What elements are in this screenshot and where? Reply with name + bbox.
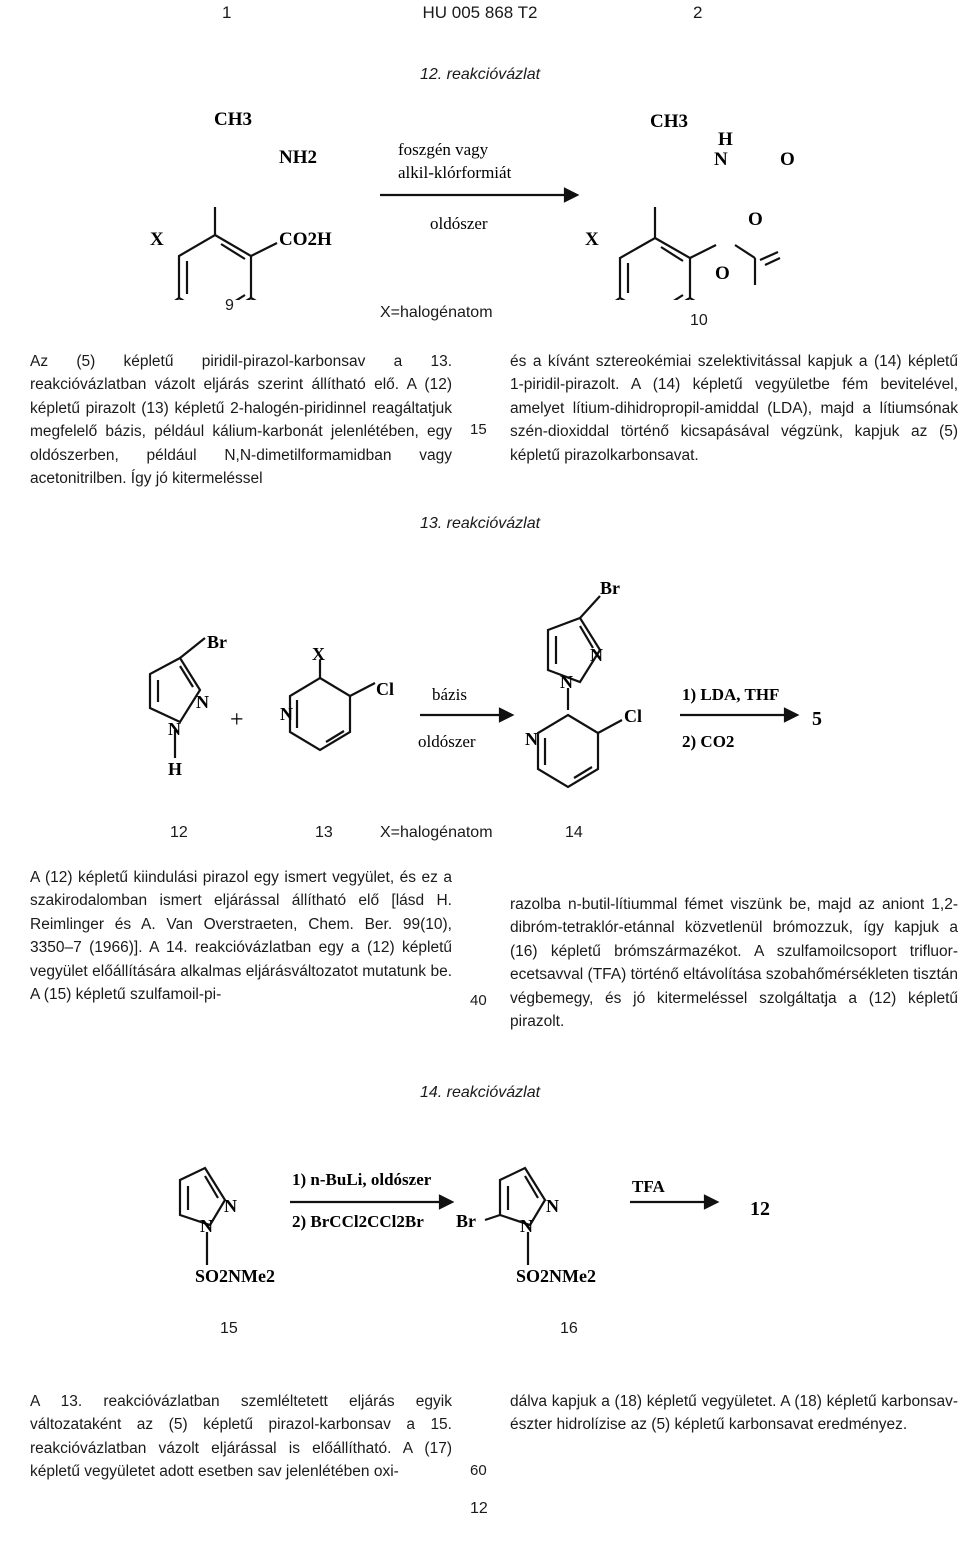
cmpd10-o-carbonyl: O xyxy=(780,149,795,170)
paragraph-3-right: dálva kapjuk a (18) képletű vegyületet. A (18) képletű karbonsav-észter hidrolízise az (5) képletű karbonsavat eredményez. xyxy=(510,1393,958,1434)
reagent-base: bázis xyxy=(432,685,467,704)
scheme-12-drawing xyxy=(0,95,960,300)
cmpd16-sulfamoyl: SO2NMe2 xyxy=(516,1266,596,1286)
page-number-left: 1 xyxy=(222,3,232,22)
cmpd14-n-pyrazole-1: N xyxy=(560,672,573,692)
scheme-14-num-16: 16 xyxy=(560,1320,578,1337)
cmpd15-n2: N xyxy=(224,1196,237,1216)
page-number-right: 2 xyxy=(693,3,703,22)
cmpd10-o-lower: O xyxy=(715,263,730,284)
reagent-phosgene: foszgén vagy xyxy=(398,140,489,159)
reagent-alkyl-chloroformate: alkil-klórformiát xyxy=(398,163,512,182)
scheme-12-title: 12. reakcióvázlat xyxy=(419,66,541,83)
reagent-tfa: TFA xyxy=(632,1177,665,1196)
plus-sign: + xyxy=(230,707,244,733)
paragraph-2-right: razolba n-butil-lítiummal fémet viszünk be, majd az aniont 1,2-dibróm-tetraklór-etánnal közvetlenül brómozzuk, így kapjuk a (16) képletű brómszármazékot. A szulfamoilcsoport trifluor-ecetsavval (TFA) történő eltávolítása szobahőmérsékleten tisztán végbemegy, és jó kitermeléssel szolgáltatja a (12) képletű pirazolt. xyxy=(510,896,958,1031)
scheme-13-num-14: 14 xyxy=(565,824,583,841)
cmpd9-ch3: CH3 xyxy=(214,109,252,130)
cmpd10-o-ring: O xyxy=(748,209,763,230)
cmpd12-br: Br xyxy=(207,632,227,652)
patent-number: HU 005 868 T2 xyxy=(422,3,538,22)
reagent-nbuli: 1) n-BuLi, oldószer xyxy=(292,1170,432,1189)
cmpd16-n2: N xyxy=(546,1196,559,1216)
cmpd16-n1: N xyxy=(520,1216,533,1236)
scheme-14-num-15: 15 xyxy=(220,1320,238,1337)
scheme-14-title: 14. reakcióvázlat xyxy=(419,1084,541,1101)
reagent-solvent: oldószer xyxy=(430,214,488,233)
paragraph-1-left: Az (5) képletű piridil-pirazol-karbonsav a 13. reakcióvázlatban vázolt eljárás szerint állítható elő. A (12) képletű pirazolt (13) képletű 2-halogén-piridinnel reagáltatjuk megfelelő bázis, például kálium-karbonát jelenlétében, egy oldószerben, például N,N-dimetilformamidban vagy acetonitrilben. Így jó kitermeléssel xyxy=(30,353,452,488)
scheme-13-num-13: 13 xyxy=(315,824,333,841)
line-number-40: 40 xyxy=(470,992,487,1009)
reagent-solvent-13: oldószer xyxy=(418,732,476,751)
cmpd9-co2h: CO2H xyxy=(279,229,332,250)
cmpd13-n: N xyxy=(280,704,293,724)
cmpd9-nh2: NH2 xyxy=(279,147,317,168)
scheme-13-num-12: 12 xyxy=(170,824,188,841)
cmpd16-br: Br xyxy=(456,1211,476,1231)
line-number-60: 60 xyxy=(470,1462,487,1479)
cmpd14-n-pyridine: N xyxy=(525,729,538,749)
cmpd9-x: X xyxy=(150,229,164,250)
cmpd13-x: X xyxy=(312,644,325,664)
reagent-lda-thf: 1) LDA, THF xyxy=(682,685,780,704)
scheme-12-xhal: X=halogénatom xyxy=(380,304,493,321)
scheme-14-drawing xyxy=(0,1140,960,1300)
product-5: 5 xyxy=(812,708,822,730)
cmpd15-n1: N xyxy=(200,1216,213,1236)
paragraph-3-left: A 13. reakcióvázlatban szemléltetett eljárás egyik változataként az (5) képletű pirazol-karbonsav a 15. reakcióvázlatban vázolt eljárással is előállítható. A (17) képletű vegyületet adott esetben sav jelenlétében oxi- xyxy=(30,1393,452,1481)
cmpd12-h: H xyxy=(168,759,183,779)
paragraph-2-left: A (12) képletű kiindulási pirazol egy ismert vegyület, és ez a szakirodalomban ismert eljárással állítható elő [lásd H. Reimlinger és A. Van Overstraeten, Chem. Ber. 99(10), 3350–7 (1966)]. A 14. reakcióvázlatban egy a (12) képletű vegyület előállítására alkalmas eljárásváltozatot mutatunk be. A (15) képletű szulfamoil-pi- xyxy=(30,869,452,1004)
scheme-12-num-9: 9 xyxy=(225,297,234,314)
cmpd12-n2: N xyxy=(196,692,209,712)
cmpd10-h: H xyxy=(718,129,733,150)
scheme-12-num-10: 10 xyxy=(690,312,708,329)
scheme-13-drawing xyxy=(0,570,960,795)
cmpd14-br: Br xyxy=(600,578,620,598)
cmpd10-n: N xyxy=(714,149,728,170)
cmpd10-x: X xyxy=(585,229,599,250)
scheme-13-xhal: X=halogénatom xyxy=(380,824,493,841)
reagent-co2: 2) CO2 xyxy=(682,732,735,751)
paragraph-1-right: és a kívánt sztereokémiai szelektivitással kapjuk a (14) képletű 1-piridil-pirazolt. A (14) képletű vegyületbe fém bevitelével, amelyet lítium-dihidropropil-amiddal (LDA), majd a lítiumsónak szén-dioxiddal történő kicsapásával végzünk, kapjuk az (5) képletű pirazolkarbonsavat. xyxy=(510,353,958,464)
cmpd10-ch3: CH3 xyxy=(650,111,688,132)
cmpd14-n-pyrazole-2: N xyxy=(590,645,603,665)
cmpd12-n1: N xyxy=(168,719,181,739)
line-number-15: 15 xyxy=(470,421,487,438)
cmpd15-sulfamoyl: SO2NMe2 xyxy=(195,1266,275,1286)
reagent-bromination: 2) BrCCl2CCl2Br xyxy=(292,1212,424,1231)
cmpd13-cl: Cl xyxy=(376,679,394,699)
product-12: 12 xyxy=(750,1198,770,1220)
cmpd14-cl: Cl xyxy=(624,706,642,726)
scheme-13-title: 13. reakcióvázlat xyxy=(419,515,541,532)
footer-page-number: 12 xyxy=(470,1500,488,1517)
